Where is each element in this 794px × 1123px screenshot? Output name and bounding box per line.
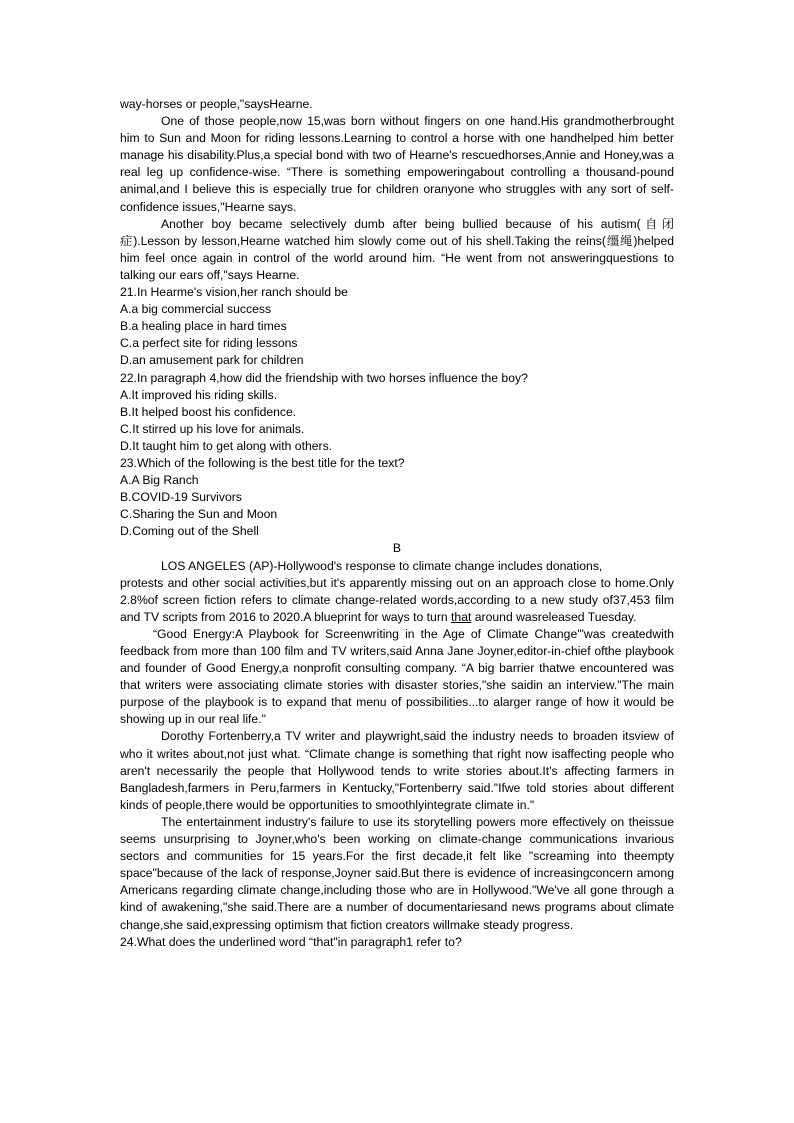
question-stem: 23.Which of the following is the best title for the text?	[120, 455, 405, 470]
paragraph-1-text: protests and other social activities,but it's apparently missing out on an approach close to home.Only 2.8%of screen fiction refers to climate change-related words,according to a new study of37,453 film and TV scripts from 2016 to 2020.A blueprint for ways to turn	[120, 575, 674, 624]
section-b-paragraph-3: Dorothy Fortenberry,a TV writer and playwright,said the industry needs to broaden itsview of who it writes about,not just what. “Climate change is something that right now isaffecting people who aren't necessarily the people that Hollywood tends to write stories about.It's affecting farmers in Bangladesh,farmers in Peru,farmers in Kentucky,"Fortenberry said."Ifwe told stories about different kinds of people,there would be opportunities to smoothlyintegrate climate in."	[120, 729, 674, 812]
answer-option: C.It stirred up his love for animals.	[120, 421, 305, 436]
question-24-stem: 24.What does the underlined word “that"in paragraph1 refer to?	[120, 934, 462, 949]
answer-option: B.a healing place in hard times	[120, 319, 287, 334]
question-21	[120, 284, 674, 369]
section-b-heading: B	[392, 541, 402, 556]
document-page	[120, 96, 674, 951]
answer-option: D.Coming out of the Shell	[120, 524, 259, 539]
section-b-paragraph-2: “Good Energy:A Playbook for Screenwriting in the Age of Climate Change'"was createdwith feedback from more than 100 film and TV writers,said Anna Jane Joyner,editor-in-chief ofthe playbook and founder of Good Energy,a nonprofit consulting company. “A big barrier thatwe encountered was that writers were associating climate stories with disaster stories,"she saidin an interview."The main purpose of the playbook is to expand that menu of possibilities...to alarger range of how it would be showing up in our real life."	[120, 626, 674, 727]
answer-option: A.a big commercial success	[120, 302, 272, 317]
answer-option: D.It taught him to get along with others.	[120, 438, 333, 453]
passage-a-paragraph-3: One of those people,now 15,was born without fingers on one hand.His grandmotherbrought him to Sun and Moon for riding lessons.Learning to control a horse with one handhelped him better manage his disability.Plus,a special bond with two of Hearne's rescuedhorses,Annie and Honey,was a real leg up confidence-wise. “There is something empoweringabout controlling a thousand-pound animal,and I believe this is especially true for children oranyone who struggles with any sort of self-confidence issues,"Hearne says.	[120, 114, 674, 214]
question-22	[120, 370, 674, 455]
answer-option: A.It improved his riding skills.	[120, 387, 278, 402]
answer-option: D.an amusement park for children	[120, 353, 304, 368]
answer-option: B.COVID-19 Survivors	[120, 490, 242, 505]
answer-option: C.Sharing the Sun and Moon	[120, 507, 278, 522]
paragraph-1-text-end: around wasreleased Tuesday.	[471, 609, 637, 624]
section-b-paragraph-1-first-line: LOS ANGELES (AP)-Hollywood's response to climate change includes donations,	[161, 558, 603, 573]
answer-option: C.a perfect site for riding lessons	[120, 336, 298, 351]
answer-option: A.A Big Ranch	[120, 473, 199, 488]
question-stem: 21.In Hearme's vision,her ranch should be	[120, 285, 348, 300]
section-b-paragraph-4: The entertainment industry's failure to use its storytelling powers more effectively on theissue seems unsurprising to Joyner,who's been working on climate-change communications invarious sectors and communities for 15 years.For the first decade,it felt like "screaming into theempty space"because of the lack of response,Joyner said.But there is evidence of increasingconcern among Americans regarding climate change,including those who are in Hollywood."We've all gone through a kind of awakening,"she said.There are a number of documentariesand news programs about climate change,she said,expressing optimism that fiction creators willmake steady progress.	[120, 814, 674, 932]
passage-a-paragraph-end: way-horses or people,"saysHearne.	[120, 97, 313, 111]
section-b-paragraph-1	[120, 575, 674, 626]
question-23	[120, 455, 674, 540]
answer-option: B.It helped boost his confidence.	[120, 404, 297, 419]
underlined-word-that: that	[451, 609, 472, 624]
passage-a-paragraph-4: Another boy became selectively dumb after being bullied because of his autism(自闭症).Lesson by lesson,Hearne watched him slowly come out of his shell.Taking the reins(缰绳)helped him feel once again in control of the world around him. “He went from not answeringquestions to talking our ears off,"says Hearne.	[120, 216, 674, 282]
question-stem: 22.In paragraph 4,how did the friendship with two horses influence the boy?	[120, 370, 528, 385]
